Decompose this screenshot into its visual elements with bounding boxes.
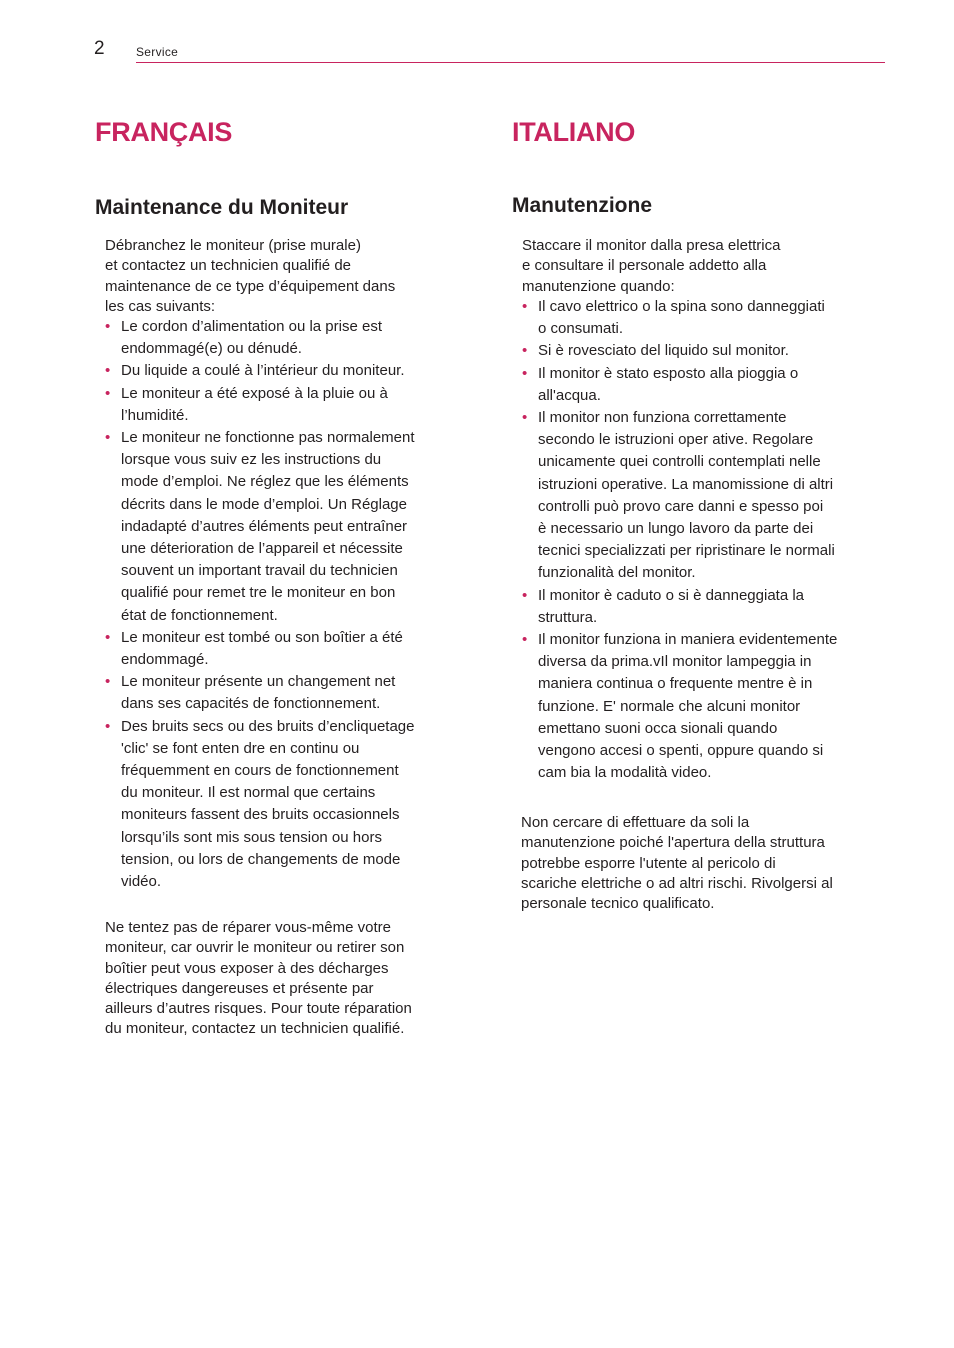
language-title-francais: FRANÇAIS (95, 117, 233, 147)
bullet-text-line: emettano suoni occa sionali quando (538, 719, 778, 737)
bullet-item (522, 407, 837, 585)
francais-intro-line: maintenance de ce type d’équipement dans (105, 277, 396, 295)
closing-paragraph-francais (105, 918, 412, 1040)
bullet-item (105, 383, 415, 427)
italiano-intro-line: manutenzione quando: (522, 277, 675, 295)
francais-intro-line: les cas suivants: (105, 297, 216, 315)
francais-closing-line: électriques dangereuses et présente par (105, 979, 374, 997)
bullet-text-line: diversa da prima.vIl monitor lampeggia in (538, 653, 812, 671)
bullet-text-line: all'acqua. (538, 386, 601, 404)
francais-intro-line: Débranchez le moniteur (prise murale) (105, 237, 361, 254)
francais-intro-line: et contactez un technicien qualifié de (105, 257, 351, 275)
bullet-text-line: o consumati. (538, 320, 624, 338)
bullet-text-line: indadapté d’autres éléments peut entraîner (121, 517, 408, 535)
bullet-dot-icon: • (105, 362, 111, 380)
page-header (0, 0, 954, 70)
bullet-text-line: è necessario un lungo lavoro da parte dei (538, 520, 814, 538)
bullet-dot-icon: • (105, 717, 111, 735)
bullet-text-line: souvent un important travail du technicien (121, 562, 398, 580)
bullet-text-line: unicamente quei controlli contemplati nelle (538, 453, 821, 471)
bullet-text-line: Des bruits secs ou des bruits d’encliquetage (121, 717, 415, 735)
bullet-text-line: Il monitor è stato esposto alla pioggia o (538, 364, 799, 382)
francais-closing-line: Ne tentez pas de réparer vous-même votre (105, 919, 391, 936)
bullet-dot-icon: • (105, 318, 111, 335)
bullet-text-line: du moniteur. Il est normal que certains (121, 784, 376, 802)
bullet-text-line: endommagé(e) ou dénudé. (121, 340, 302, 358)
italiano-closing-line: manutenzione poiché l'apertura della struttura (521, 834, 825, 852)
bullet-text-line: décrits dans le mode d’emploi. Un Réglage (121, 495, 407, 513)
bullet-text-line: lorsqu’ils sont mis sous tension ou hors (121, 828, 382, 846)
bullet-text-line: Il cavo elettrico o la spina sono danneggiati (538, 298, 825, 315)
bullet-text-line: cam bia la modalità video. (538, 764, 712, 782)
bullet-dot-icon: • (522, 364, 528, 382)
bullet-text-line: Du liquide a coulé à l’intérieur du moniteur. (121, 362, 405, 380)
bullet-text-line: secondo le istruzioni oper ative. Regolare (538, 431, 814, 449)
bullet-text-line: Le moniteur a été exposé à la pluie ou à (121, 384, 388, 402)
page-number: 2 (94, 38, 105, 59)
bullet-text-line: endommagé. (121, 651, 209, 669)
bullet-list-francais (105, 316, 415, 893)
section-title-francais: Maintenance du Moniteur (95, 196, 349, 219)
bullet-text-line: état de fonctionnement. (121, 606, 278, 624)
bullet-text-line: dans ses capacités de fonctionnement. (121, 695, 381, 713)
bullet-dot-icon: • (105, 628, 111, 646)
bullet-text-line: lorsque vous suiv ez les instructions du (121, 451, 382, 469)
italiano-closing-line: potrebbe esporre l'utente al pericolo di (521, 854, 776, 872)
intro-paragraph-francais (105, 236, 395, 317)
bullet-item (105, 427, 415, 627)
intro-paragraph-italiano (522, 236, 780, 297)
italiano-closing-line: Non cercare di effettuare da soli la (521, 814, 750, 831)
bullet-text-line: Le cordon d’alimentation ou la prise est (121, 318, 382, 335)
bullet-dot-icon: • (522, 631, 528, 649)
bullet-text-line: tecnici specializzati per ripristinare le normali (538, 542, 835, 560)
bullet-text-line: Le moniteur présente un changement net (121, 673, 396, 691)
bullet-item (105, 627, 415, 671)
bullet-text-line: tension, ou lors de changements de mode (121, 850, 401, 868)
bullet-item (522, 629, 837, 784)
bullet-text-line: Il monitor funziona in maniera evidentemente (538, 631, 838, 649)
bullet-text-line: Il monitor non funziona correttamente (538, 409, 787, 427)
section-label: Service (136, 45, 179, 59)
bullet-item (522, 296, 837, 340)
bullet-text-line: controlli può provo care danni e spesso poi (538, 497, 824, 515)
bullet-item (105, 316, 415, 360)
bullet-text-line: Si è rovesciato del liquido sul monitor. (538, 342, 789, 360)
bullet-item (105, 360, 415, 382)
section-title-italiano: Manutenzione (512, 194, 652, 217)
bullet-text-line: 'clic' se font enten dre en continu ou (121, 739, 360, 757)
bullet-item (105, 716, 415, 894)
bullet-text-line: struttura. (538, 608, 598, 626)
bullet-dot-icon: • (522, 409, 528, 427)
francais-closing-line: du moniteur, contactez un technicien qualifié. (105, 1020, 405, 1038)
francais-closing-line: moniteur, car ouvrir le moniteur ou retirer son (105, 939, 405, 957)
header-divider (136, 62, 885, 63)
bullet-dot-icon: • (105, 384, 111, 402)
bullet-item (522, 585, 837, 629)
bullet-text-line: vengono accesi o spenti, oppure quando si (538, 742, 824, 760)
bullet-text-line: istruzioni operative. La manomissione di altri (538, 475, 834, 493)
bullet-text-line: fréquemment en cours de fonctionnement (121, 762, 399, 780)
language-title-italiano: ITALIANO (512, 117, 636, 147)
bullet-text-line: funzione. E' normale che alcuni monitor (538, 697, 801, 715)
bullet-item (105, 671, 415, 715)
italiano-closing-line: scariche elettriche o ad altri rischi. Rivolgersi al (521, 874, 833, 892)
bullet-item (522, 340, 837, 362)
bullet-text-line: qualifié pour remet tre le moniteur en bon (121, 584, 396, 602)
closing-paragraph-italiano (521, 813, 833, 914)
bullet-text-line: mode d’emploi. Ne réglez que les éléments (121, 473, 409, 491)
bullet-text-line: moniteurs fassent des bruits occasionnels (121, 806, 400, 824)
francais-closing-line: boîtier peut vous exposer à des décharges (105, 959, 389, 977)
bullet-text-line: funzionalità del monitor. (538, 564, 696, 582)
bullet-item (522, 363, 837, 407)
bullet-text-line: maniera continua o frequente mentre è in (538, 675, 813, 693)
bullet-dot-icon: • (105, 429, 111, 447)
bullet-text-line: vidéo. (121, 873, 162, 891)
italiano-closing-line: personale tecnico qualificato. (521, 895, 715, 913)
italiano-intro-line: Staccare il monitor dalla presa elettrica (522, 237, 781, 254)
bullet-text-line: l’humidité. (121, 406, 189, 424)
francais-closing-line: ailleurs d’autres risques. Pour toute réparation (105, 1000, 412, 1018)
bullet-text-line: Le moniteur est tombé ou son boîtier a été (121, 628, 403, 646)
bullet-list-italiano (522, 296, 837, 784)
bullet-text-line: Le moniteur ne fonctionne pas normalement (121, 429, 415, 447)
bullet-dot-icon: • (522, 342, 528, 360)
italiano-intro-line: e consultare il personale addetto alla (522, 257, 767, 275)
bullet-text-line: Il monitor è caduto o si è danneggiata la (538, 586, 805, 604)
bullet-dot-icon: • (522, 298, 528, 315)
bullet-text-line: une déterioration de l’appareil et nécessite (121, 540, 403, 558)
bullet-dot-icon: • (105, 673, 111, 691)
bullet-dot-icon: • (522, 586, 528, 604)
